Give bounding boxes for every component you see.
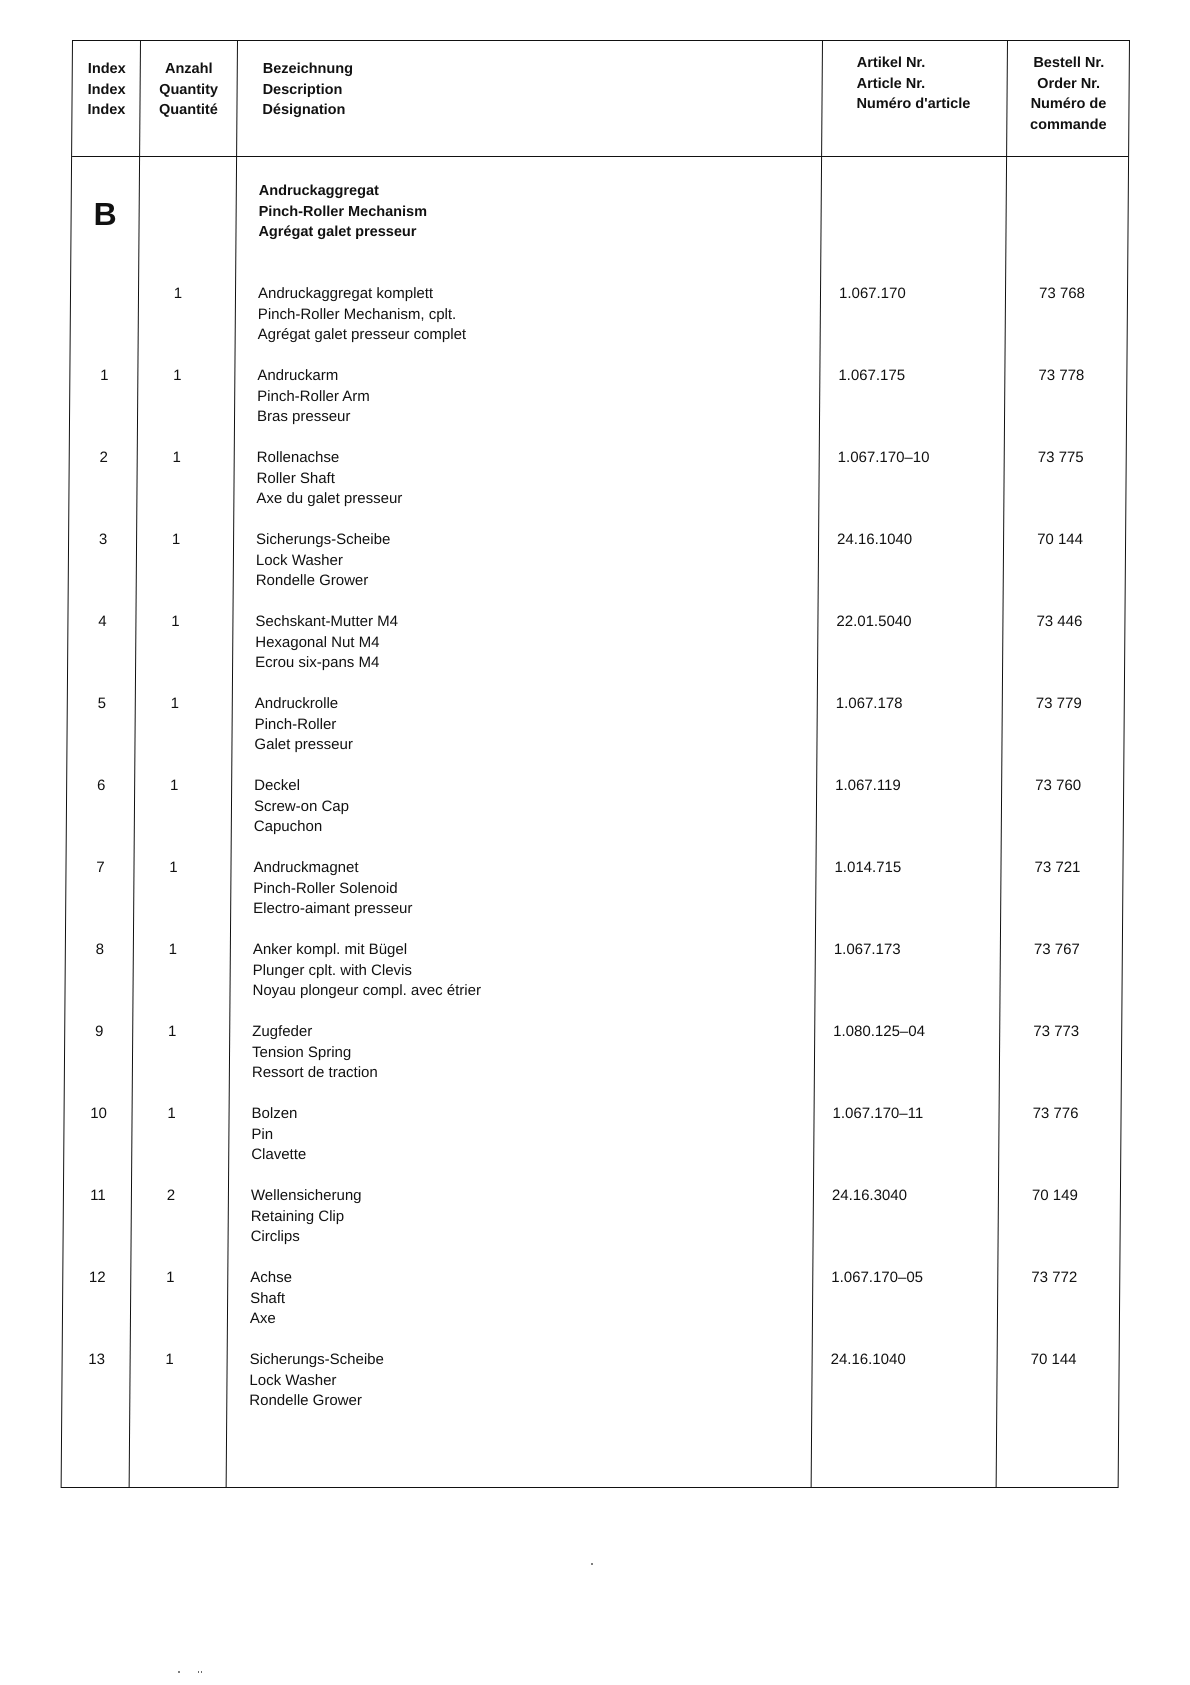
description-line: Clavette [251, 1146, 307, 1163]
row-index: 4 [98, 613, 107, 630]
description-line: Andruckrolle [254, 695, 339, 712]
row-order-number: 73 768 [1038, 285, 1086, 302]
table-row [70, 366, 1127, 444]
description-line: Bolzen [251, 1105, 298, 1122]
row-order-number: 70 144 [1030, 1351, 1077, 1368]
row-quantity: 1 [167, 1023, 177, 1040]
table-row [69, 448, 1126, 526]
row-index: 8 [95, 941, 105, 958]
scan-speck [591, 1563, 593, 1565]
description-line: Lock Washer [249, 1371, 337, 1389]
description-line: Tension Spring [251, 1043, 352, 1061]
row-article-number: 22.01.5040 [836, 613, 912, 630]
header-quantity: Anzahl Quantity Quantité [158, 61, 219, 118]
description-line: Deckel [254, 777, 301, 794]
description-line: Screw-on Cap [253, 797, 350, 815]
row-quantity: 1 [170, 695, 180, 712]
description-line: Rondelle Grower [249, 1392, 362, 1409]
description-line: Andruckaggregat komplett [257, 285, 434, 302]
description-line: Pinch-Roller Solenoid [253, 879, 398, 897]
table-row [70, 284, 1127, 362]
table-row [63, 1268, 1120, 1346]
row-order-number: 73 760 [1035, 777, 1082, 794]
row-quantity: 1 [173, 367, 182, 384]
description-line: Axe du galet presseur [256, 490, 403, 507]
row-order-number: 73 773 [1033, 1023, 1080, 1040]
description-line: Electro-aimant presseur [253, 900, 413, 917]
description-line: Axe [249, 1310, 276, 1327]
row-quantity: 2 [166, 1187, 176, 1204]
row-quantity: 1 [165, 1351, 174, 1368]
description-line: Anker kompl. mit Bügel [252, 941, 408, 958]
row-description [253, 858, 413, 920]
row-order-number: 73 767 [1033, 941, 1080, 958]
row-quantity: 1 [171, 531, 181, 548]
row-article-number: 1.080.125–04 [833, 1023, 926, 1040]
row-article-number: 1.067.119 [835, 777, 901, 794]
row-article-number: 24.16.1040 [830, 1351, 906, 1368]
table-row [68, 612, 1125, 690]
row-quantity: 1 [171, 613, 180, 630]
header-description: Bezeichnung Description Désignation [262, 61, 354, 118]
row-article-number: 1.067.175 [838, 367, 906, 384]
row-index: 3 [98, 531, 108, 548]
description-line: Ressort de traction [251, 1064, 378, 1081]
description-line: Circlips [250, 1228, 300, 1245]
header-divider [72, 156, 1128, 157]
description-line: Wellensicherung [250, 1187, 362, 1204]
section-letter: B [93, 196, 117, 232]
row-index: 11 [90, 1187, 106, 1204]
description-line: Achse [250, 1269, 293, 1286]
row-description [257, 366, 370, 428]
row-article-number: 1.067.170–05 [831, 1269, 924, 1286]
row-description [251, 1186, 362, 1248]
row-order-number: 73 772 [1031, 1269, 1078, 1286]
row-description [254, 694, 353, 756]
row-order-number: 73 778 [1038, 367, 1085, 384]
description-line: Sicherungs-Scheibe [256, 531, 391, 548]
row-article-number: 1.067.170–11 [832, 1105, 924, 1122]
row-index: 6 [96, 777, 106, 794]
table-row [69, 530, 1126, 608]
row-article-number: 1.067.178 [835, 695, 903, 712]
description-line: Capuchon [253, 818, 323, 835]
row-index: 7 [96, 859, 105, 876]
description-line: Agrégat galet presseur complet [257, 326, 467, 343]
description-line: Pin [251, 1125, 274, 1143]
row-description [252, 1022, 378, 1084]
description-line: Roller Shaft [256, 469, 336, 487]
row-description [256, 448, 402, 510]
table-row [65, 1022, 1122, 1100]
row-index: 2 [99, 449, 108, 466]
description-line: Lock Washer [255, 551, 343, 569]
row-quantity: 1 [169, 859, 178, 876]
description-line: Pinch-Roller [254, 715, 337, 733]
row-order-number: 73 775 [1037, 449, 1084, 466]
table-row [62, 1350, 1119, 1428]
description-line: Shaft [250, 1289, 286, 1307]
description-line: Galet presseur [254, 736, 353, 753]
table-row [63, 1186, 1120, 1264]
table-row [67, 776, 1124, 854]
row-article-number: 1.067.173 [833, 941, 901, 958]
row-article-number: 1.014.715 [834, 859, 902, 876]
row-description [255, 612, 398, 674]
row-description [256, 530, 391, 592]
description-line: Andruckarm [257, 367, 339, 384]
description-line: Ecrou six-pans M4 [255, 654, 380, 671]
row-index: 10 [90, 1105, 107, 1122]
scan-speck [201, 1671, 202, 1673]
row-article-number: 24.16.1040 [837, 531, 913, 548]
row-description [249, 1350, 384, 1412]
description-line: Hexagonal Nut M4 [255, 633, 380, 651]
row-article-number: 1.067.170 [838, 285, 906, 302]
header-article-number: Artikel Nr. Article Nr. Numéro d'article [856, 55, 971, 112]
description-line: Pinch-Roller Arm [257, 387, 370, 405]
row-quantity: 1 [172, 449, 181, 466]
row-index: 13 [88, 1351, 106, 1368]
row-description [251, 1104, 307, 1166]
row-order-number: 70 144 [1037, 531, 1084, 548]
description-line: Plunger cplt. with Clevis [252, 961, 412, 979]
table-row [67, 694, 1124, 772]
row-quantity: 1 [168, 941, 178, 958]
header-index: Index Index Index [87, 61, 126, 118]
description-line: Noyau plongeur compl. avec étrier [252, 982, 482, 999]
table-row [65, 940, 1122, 1018]
row-description [254, 776, 350, 838]
row-index: 9 [94, 1023, 104, 1040]
row-index: 12 [88, 1269, 106, 1286]
parts-list-table [61, 40, 1130, 1488]
table-row [64, 1104, 1121, 1182]
row-description [252, 940, 481, 1002]
scan-speck [198, 1671, 199, 1673]
row-order-number: 73 446 [1036, 613, 1083, 630]
row-order-number: 70 149 [1031, 1187, 1078, 1204]
section-title: Andruckaggregat Pinch-Roller Mechanism Agrégat galet presseur [258, 183, 428, 240]
description-line: Pinch-Roller Mechanism, cplt. [257, 305, 457, 323]
description-line: Sicherungs-Scheibe [249, 1351, 384, 1368]
description-line: Zugfeder [252, 1023, 313, 1040]
row-description [250, 1268, 292, 1330]
row-index: 5 [97, 695, 107, 712]
header-order-number: Bestell Nr. Order Nr. Numéro de commande [1029, 55, 1107, 133]
row-description [258, 284, 467, 346]
row-article-number: 24.16.3040 [831, 1187, 908, 1204]
description-line: Rondelle Grower [255, 572, 369, 589]
row-quantity: 1 [167, 1105, 176, 1122]
row-order-number: 73 776 [1032, 1105, 1079, 1122]
row-quantity: 1 [169, 777, 179, 794]
row-quantity: 1 [166, 1269, 175, 1286]
description-line: Andruckmagnet [253, 859, 359, 876]
row-quantity: 1 [173, 285, 183, 302]
row-order-number: 73 779 [1035, 695, 1082, 712]
row-article-number: 1.067.170–10 [837, 449, 930, 466]
row-index: 1 [100, 367, 109, 384]
description-line: Retaining Clip [250, 1207, 345, 1225]
description-line: Sechskant-Mutter M4 [255, 613, 399, 630]
table-row [66, 858, 1123, 936]
scan-speck [178, 1671, 180, 1673]
row-order-number: 73 721 [1034, 859, 1081, 876]
description-line: Rollenachse [256, 449, 340, 466]
description-line: Bras presseur [256, 408, 351, 425]
